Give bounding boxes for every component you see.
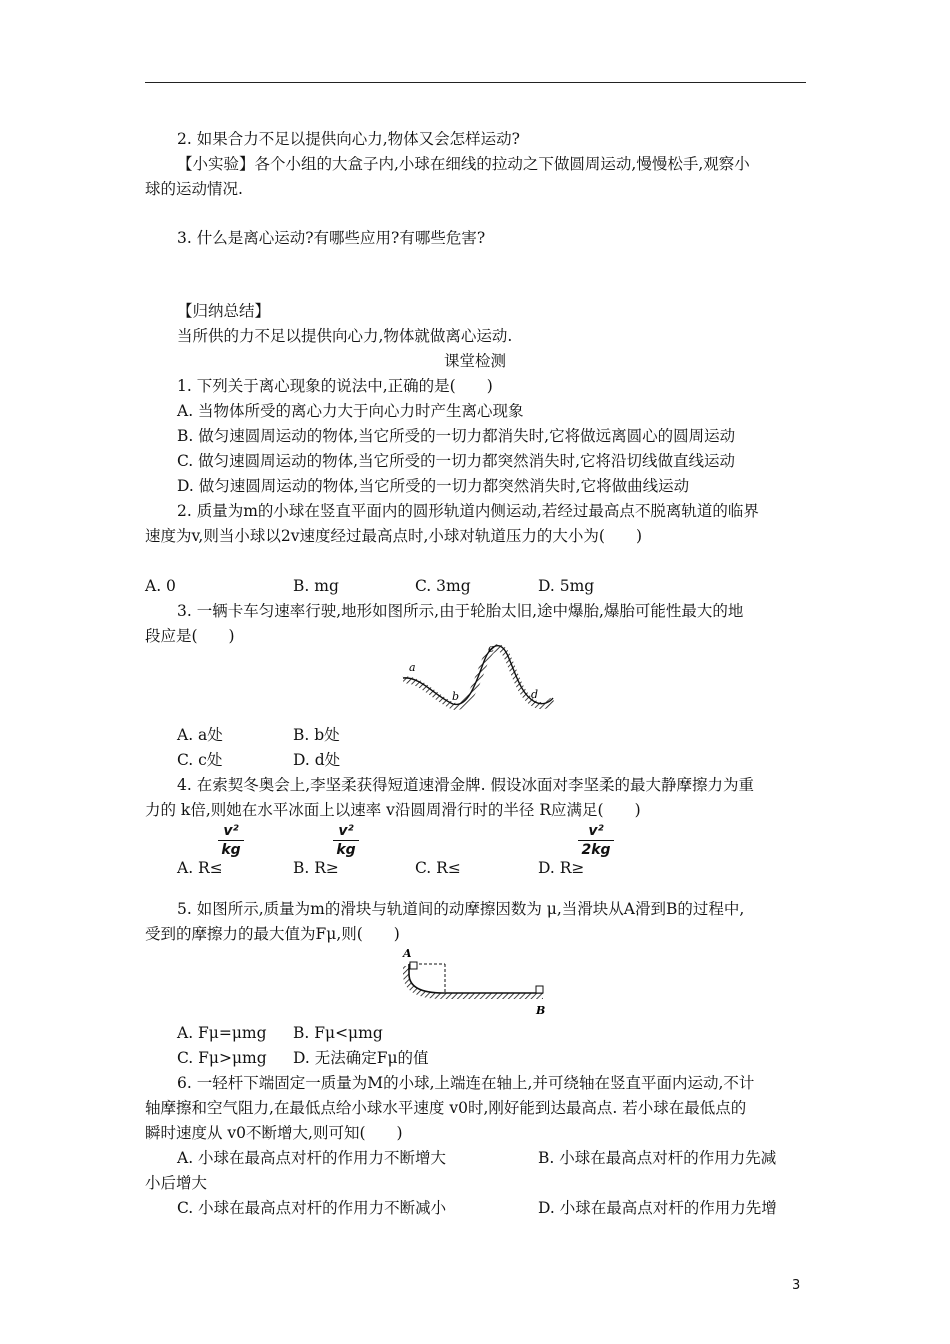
test-1-option-d: D. 做匀速圆周运动的物体,当它所受的一切力都突然消失时,它将做曲线运动 xyxy=(177,477,690,495)
test-5-stem-2: 受到的摩擦力的最大值为Fμ,则( ) xyxy=(145,925,400,943)
test-2-stem-2: 速度为v,则当小球以2v速度经过最高点时,小球对轨道压力的大小为( ) xyxy=(145,527,642,545)
test-4-option-b: B. R≥ xyxy=(293,859,339,877)
test-4-stem-2: 力的 k倍,则她在水平冰面上以速率 v沿圆周滑行时的半径 R应满足( ) xyxy=(145,801,641,819)
test-5-option-d: D. 无法确定Fμ的值 xyxy=(293,1049,429,1067)
test-6-option-b: B. 小球在最高点对杆的作用力先减 xyxy=(538,1149,777,1167)
label-B: B xyxy=(536,1004,546,1017)
test-3-option-d: D. d处 xyxy=(293,751,341,769)
test-6-stem-3: 瞬时速度从 v0不断增大,则可知( ) xyxy=(145,1124,403,1142)
test-4-option-a: A. R≤ xyxy=(177,859,223,877)
label-d: d xyxy=(531,688,539,701)
fraction-b: v² kg xyxy=(333,823,359,858)
question-3: 3. 什么是离心运动?有哪些应用?有哪些危害? xyxy=(177,229,486,247)
test-2-stem-1: 2. 质量为m的小球在竖直平面内的圆形轨道内侧运动,若经过最高点不脱离轨道的临界 xyxy=(177,502,759,520)
test-2-option-c: C. 3mg xyxy=(415,577,471,595)
summary-text: 当所供的力不足以提供向心力,物体就做离心运动. xyxy=(177,327,513,345)
test-5-option-c: C. Fμ>μmg xyxy=(177,1049,267,1067)
test-5-option-a: A. Fμ=μmg xyxy=(177,1024,267,1042)
test-3-option-c: C. c处 xyxy=(177,751,223,769)
page-number: 3 xyxy=(792,1278,801,1293)
question-2: 2. 如果合力不足以提供向心力,物体又会怎样运动? xyxy=(177,130,520,148)
test-4-option-c: C. R≤ xyxy=(415,859,461,877)
test-3-stem-2: 段应是( ) xyxy=(145,627,235,645)
test-6-option-a: A. 小球在最高点对杆的作用力不断增大 xyxy=(177,1149,447,1167)
test-1-stem: 1. 下列关于离心现象的说法中,正确的是( ) xyxy=(177,377,493,395)
test-4-stem-1: 4. 在索契冬奥会上,李坚柔获得短道速滑金牌. 假设冰面对李坚柔的最大静摩擦力为重 xyxy=(177,776,754,794)
header-rule xyxy=(145,82,806,83)
test-6-stem-1: 6. 一轻杆下端固定一质量为M的小球,上端连在轴上,并可绕轴在竖直平面内运动,不计 xyxy=(177,1074,755,1092)
experiment-line-1: 【小实验】各个小组的大盒子内,小球在细线的拉动之下做圆周运动,慢慢松手,观察小 xyxy=(177,155,750,173)
test-6-option-d: D. 小球在最高点对杆的作用力先增 xyxy=(538,1199,777,1217)
track-figure xyxy=(393,944,553,1020)
test-5-option-b: B. Fμ<μmg xyxy=(293,1024,383,1042)
fraction-a: v² kg xyxy=(218,823,244,858)
label-A: A xyxy=(403,947,412,960)
fraction-d: v² 2kg xyxy=(578,823,614,858)
test-1-option-b: B. 做匀速圆周运动的物体,当它所受的一切力都消失时,它将做远离圆心的圆周运动 xyxy=(177,427,736,445)
summary-title: 【归纳总结】 xyxy=(177,302,271,320)
test-3-option-a: A. a处 xyxy=(177,726,223,744)
test-1-option-c: C. 做匀速圆周运动的物体,当它所受的一切力都突然消失时,它将沿切线做直线运动 xyxy=(177,452,736,470)
test-2-option-b: B. mg xyxy=(293,577,339,595)
test-6-stem-2: 轴摩擦和空气阻力,在最低点给小球水平速度 v0时,刚好能到达最高点. 若小球在最低点的 xyxy=(145,1099,747,1117)
test-5-stem-1: 5. 如图所示,质量为m的滑块与轨道间的动摩擦因数为 μ,当滑块从A滑到B的过程中, xyxy=(177,900,745,918)
label-c: c xyxy=(488,642,495,655)
test-2-option-a: A. 0 xyxy=(145,577,176,595)
test-3-option-b: B. b处 xyxy=(293,726,340,744)
test-6-option-b-cont: 小后增大 xyxy=(145,1174,208,1192)
test-4-option-d: D. R≥ xyxy=(538,859,585,877)
test-3-stem-1: 3. 一辆卡车匀速率行驶,地形如图所示,由于轮胎太旧,途中爆胎,爆胎可能性最大的地 xyxy=(177,602,744,620)
terrain-figure xyxy=(395,638,565,722)
label-a: a xyxy=(409,661,416,674)
experiment-line-2: 球的运动情况. xyxy=(145,180,243,198)
test-1-option-a: A. 当物体所受的离心力大于向心力时产生离心现象 xyxy=(177,402,524,420)
section-title: 课堂检测 xyxy=(443,352,506,370)
label-b: b xyxy=(452,690,460,703)
test-6-option-c: C. 小球在最高点对杆的作用力不断减小 xyxy=(177,1199,447,1217)
test-2-option-d: D. 5mg xyxy=(538,577,595,595)
